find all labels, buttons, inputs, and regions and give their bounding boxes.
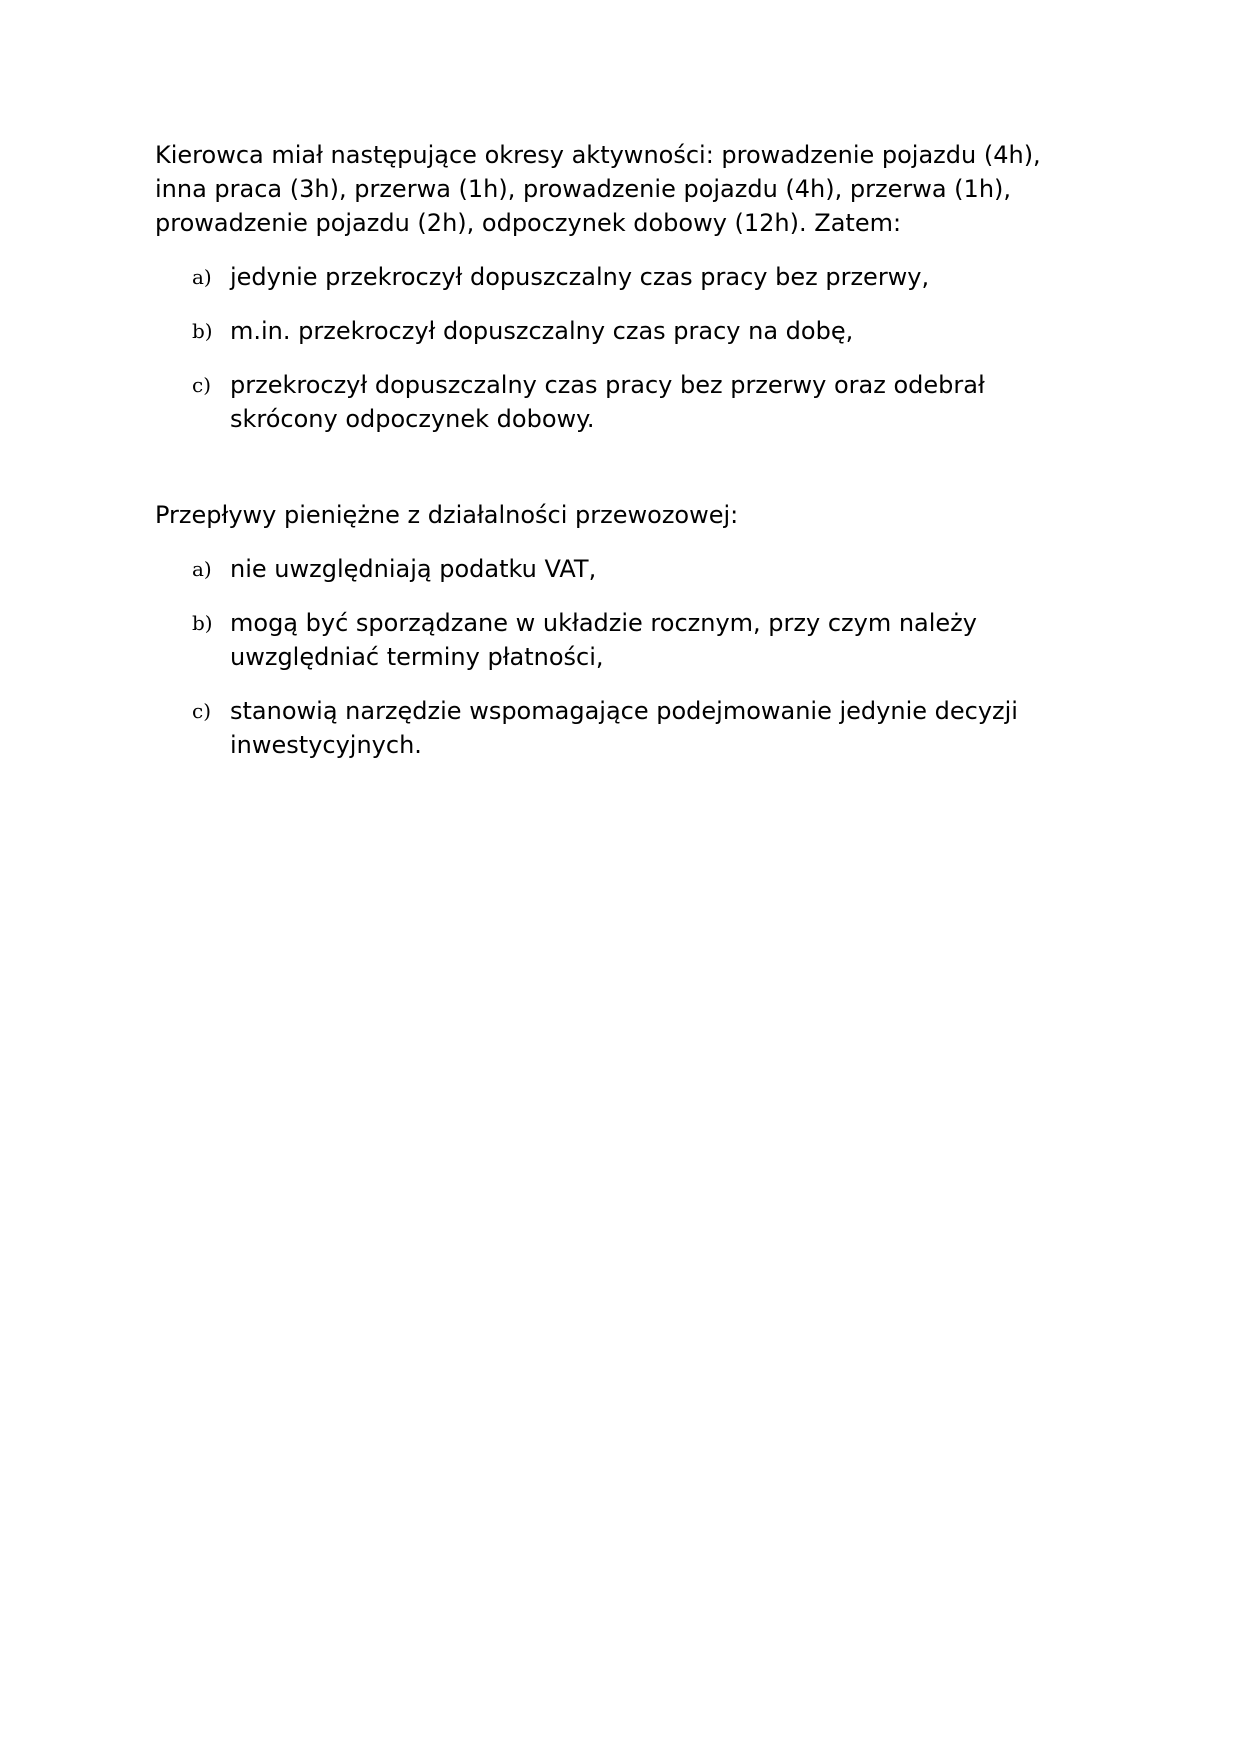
document-page	[155, 138, 1095, 782]
option-text: stanowią narzędzie wspomagające podejmowanie jedynie decyzji inwestycyjnych.	[230, 697, 1018, 759]
question-2-option-c	[155, 694, 1095, 762]
question-2	[155, 498, 1095, 762]
option-text: mogą być sporządzane w układzie rocznym, przy czym należy uwzględniać terminy płatności,	[230, 609, 977, 671]
option-letter: b)	[192, 611, 213, 635]
question-1-option-c	[155, 368, 1095, 436]
option-letter: c)	[192, 373, 212, 397]
question-1-option-a	[155, 260, 1095, 294]
option-letter: a)	[192, 265, 212, 289]
option-letter: a)	[192, 557, 212, 581]
question-1-stem: Kierowca miał następujące okresy aktywności: prowadzenie pojazdu (4h), inna praca (3h), przerwa (1h), prowadzenie pojazdu (4h), przerwa (1h), prowadzenie pojazdu (2h), odpoczynek dobowy (12h). Zatem:	[155, 141, 1041, 237]
question-1	[155, 138, 1095, 436]
question-1-options	[155, 260, 1095, 436]
option-text: nie uwzględniają podatku VAT,	[230, 555, 597, 583]
question-2-option-a	[155, 552, 1095, 586]
option-text: m.in. przekroczył dopuszczalny czas pracy na dobę,	[230, 317, 854, 345]
question-2-option-b	[155, 606, 1095, 674]
option-letter: c)	[192, 699, 212, 723]
option-text: przekroczył dopuszczalny czas pracy bez przerwy oraz odebrał skrócony odpoczynek dobowy.	[230, 371, 985, 433]
option-letter: b)	[192, 319, 213, 343]
option-text: jedynie przekroczył dopuszczalny czas pracy bez przerwy,	[230, 263, 930, 291]
question-2-options	[155, 552, 1095, 762]
question-2-stem: Przepływy pieniężne z działalności przewozowej:	[155, 501, 739, 529]
question-1-option-b	[155, 314, 1095, 348]
